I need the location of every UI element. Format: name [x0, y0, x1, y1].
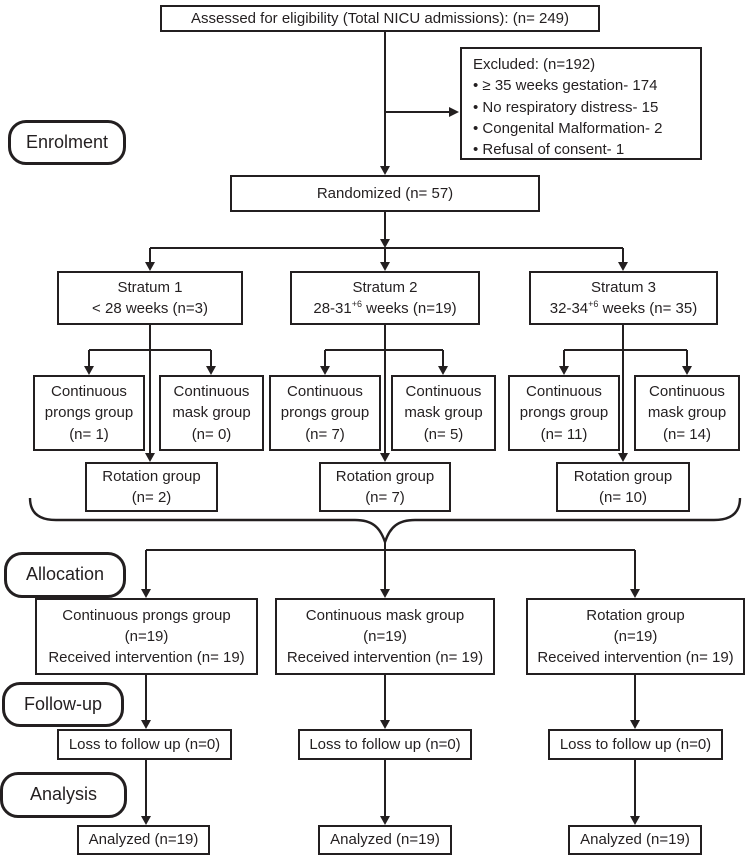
loss-text: Loss to follow up (n=0) [68, 735, 221, 753]
group-line: Continuous [173, 383, 250, 401]
group-line: Continuous [526, 383, 602, 401]
excluded-title: Excluded: (n=192) [473, 56, 596, 73]
group-line: prongs group [280, 404, 370, 422]
rotation-3-box [556, 462, 690, 512]
rotation-line: Rotation group [335, 467, 435, 485]
group-count: (n= 11) [540, 425, 588, 443]
analyzed-3-box [568, 825, 702, 855]
stratum-title: Stratum 2 [352, 278, 418, 296]
alloc-received: Received intervention (n= 19) [537, 649, 734, 667]
stratum-range: < 28 weeks (n=3) [92, 300, 208, 317]
group-count: (n= 1) [69, 425, 109, 443]
rotation-count: (n= 7) [365, 489, 405, 506]
rotation-line: Rotation group [573, 467, 673, 485]
group-s3-prongs-box [508, 375, 620, 451]
group-line: Continuous [649, 383, 725, 401]
group-count: (n= 14) [663, 425, 711, 443]
group-line: mask group [404, 404, 483, 422]
rotation-2-box [319, 462, 451, 512]
stratum-title: Stratum 1 [117, 278, 183, 296]
randomized-text: Randomized (n= 57) [316, 184, 454, 202]
alloc-count: (n=19) [363, 627, 407, 645]
group-line: prongs group [519, 404, 609, 422]
analyzed-text: Analyzed (n=19) [580, 831, 690, 849]
stage-label-analysis [0, 772, 127, 818]
stage-label-followup [2, 682, 124, 727]
stratum-1-box [57, 271, 243, 325]
alloc-received: Received intervention (n= 19) [286, 649, 484, 667]
excluded-box [460, 47, 702, 160]
group-s1-prongs-box [33, 375, 145, 451]
loss-text: Loss to follow up (n=0) [309, 735, 461, 753]
group-s2-prongs-box [269, 375, 381, 451]
loss-text: Loss to follow up (n=0) [559, 735, 712, 753]
stage-label-text: Follow-up [23, 693, 103, 714]
group-s2-mask-box [391, 375, 496, 451]
stratum-2-box [290, 271, 480, 325]
group-line: Continuous [287, 383, 363, 401]
analyzed-1-box [77, 825, 210, 855]
stratum-range: $28-31^{+6}$ weeks (n=19) [313, 299, 457, 317]
randomized-box [230, 175, 540, 212]
assessed-box [160, 5, 600, 32]
group-line: mask group [647, 404, 727, 422]
group-line: prongs group [44, 404, 134, 422]
excluded-item: • ≥ 35 weeks gestation- 174 [473, 75, 663, 96]
stage-label-allocation [4, 552, 126, 598]
analyzed-text: Analyzed (n=19) [88, 831, 199, 849]
stratum-range: $32-34^{+6}$ weeks (n= 35) [549, 299, 698, 317]
stage-label-text: Analysis [29, 784, 98, 805]
assessed-text: Assessed for eligibility (Total NICU admissions): (n= 249) [190, 9, 570, 27]
group-s3-mask-box [634, 375, 740, 451]
alloc-line: Continuous mask group [305, 606, 465, 624]
excluded-item: • Refusal of consent- 1 [473, 139, 663, 160]
group-count: (n= 5) [423, 425, 464, 443]
group-line: mask group [172, 404, 251, 422]
group-count: (n= 7) [305, 425, 345, 443]
alloc-received: Received intervention (n= 19) [48, 649, 245, 667]
alloc-count: (n=19) [613, 627, 658, 645]
excluded-item: • No respiratory distress- 15 [473, 97, 663, 118]
loss-followup-1-box [57, 729, 232, 760]
stratum-title: Stratum 3 [590, 278, 657, 296]
rotation-1-box [85, 462, 218, 512]
rotation-count: (n= 10) [599, 489, 647, 506]
group-line: Continuous [51, 383, 127, 401]
alloc-mask-box [275, 598, 495, 675]
excluded-list [473, 75, 663, 160]
loss-followup-3-box [548, 729, 723, 760]
group-line: Continuous [405, 383, 482, 401]
alloc-rotation-box [526, 598, 745, 675]
stage-label-text: Allocation [25, 564, 105, 585]
stage-label-enrolment [8, 120, 126, 165]
alloc-line: Continuous prongs group [62, 606, 231, 624]
stratum-3-box [529, 271, 718, 325]
rotation-count: (n= 2) [131, 489, 172, 506]
alloc-count: (n=19) [124, 627, 169, 645]
analyzed-2-box [318, 825, 452, 855]
alloc-prongs-box [35, 598, 258, 675]
loss-followup-2-box [298, 729, 472, 760]
group-count: (n= 0) [191, 425, 232, 443]
rotation-line: Rotation group [102, 467, 201, 485]
excluded-item: • Congenital Malformation- 2 [473, 118, 663, 139]
alloc-line: Rotation group [586, 606, 685, 624]
stage-label-text: Enrolment [25, 131, 109, 152]
group-s1-mask-box [159, 375, 264, 451]
analyzed-text: Analyzed (n=19) [330, 831, 440, 849]
